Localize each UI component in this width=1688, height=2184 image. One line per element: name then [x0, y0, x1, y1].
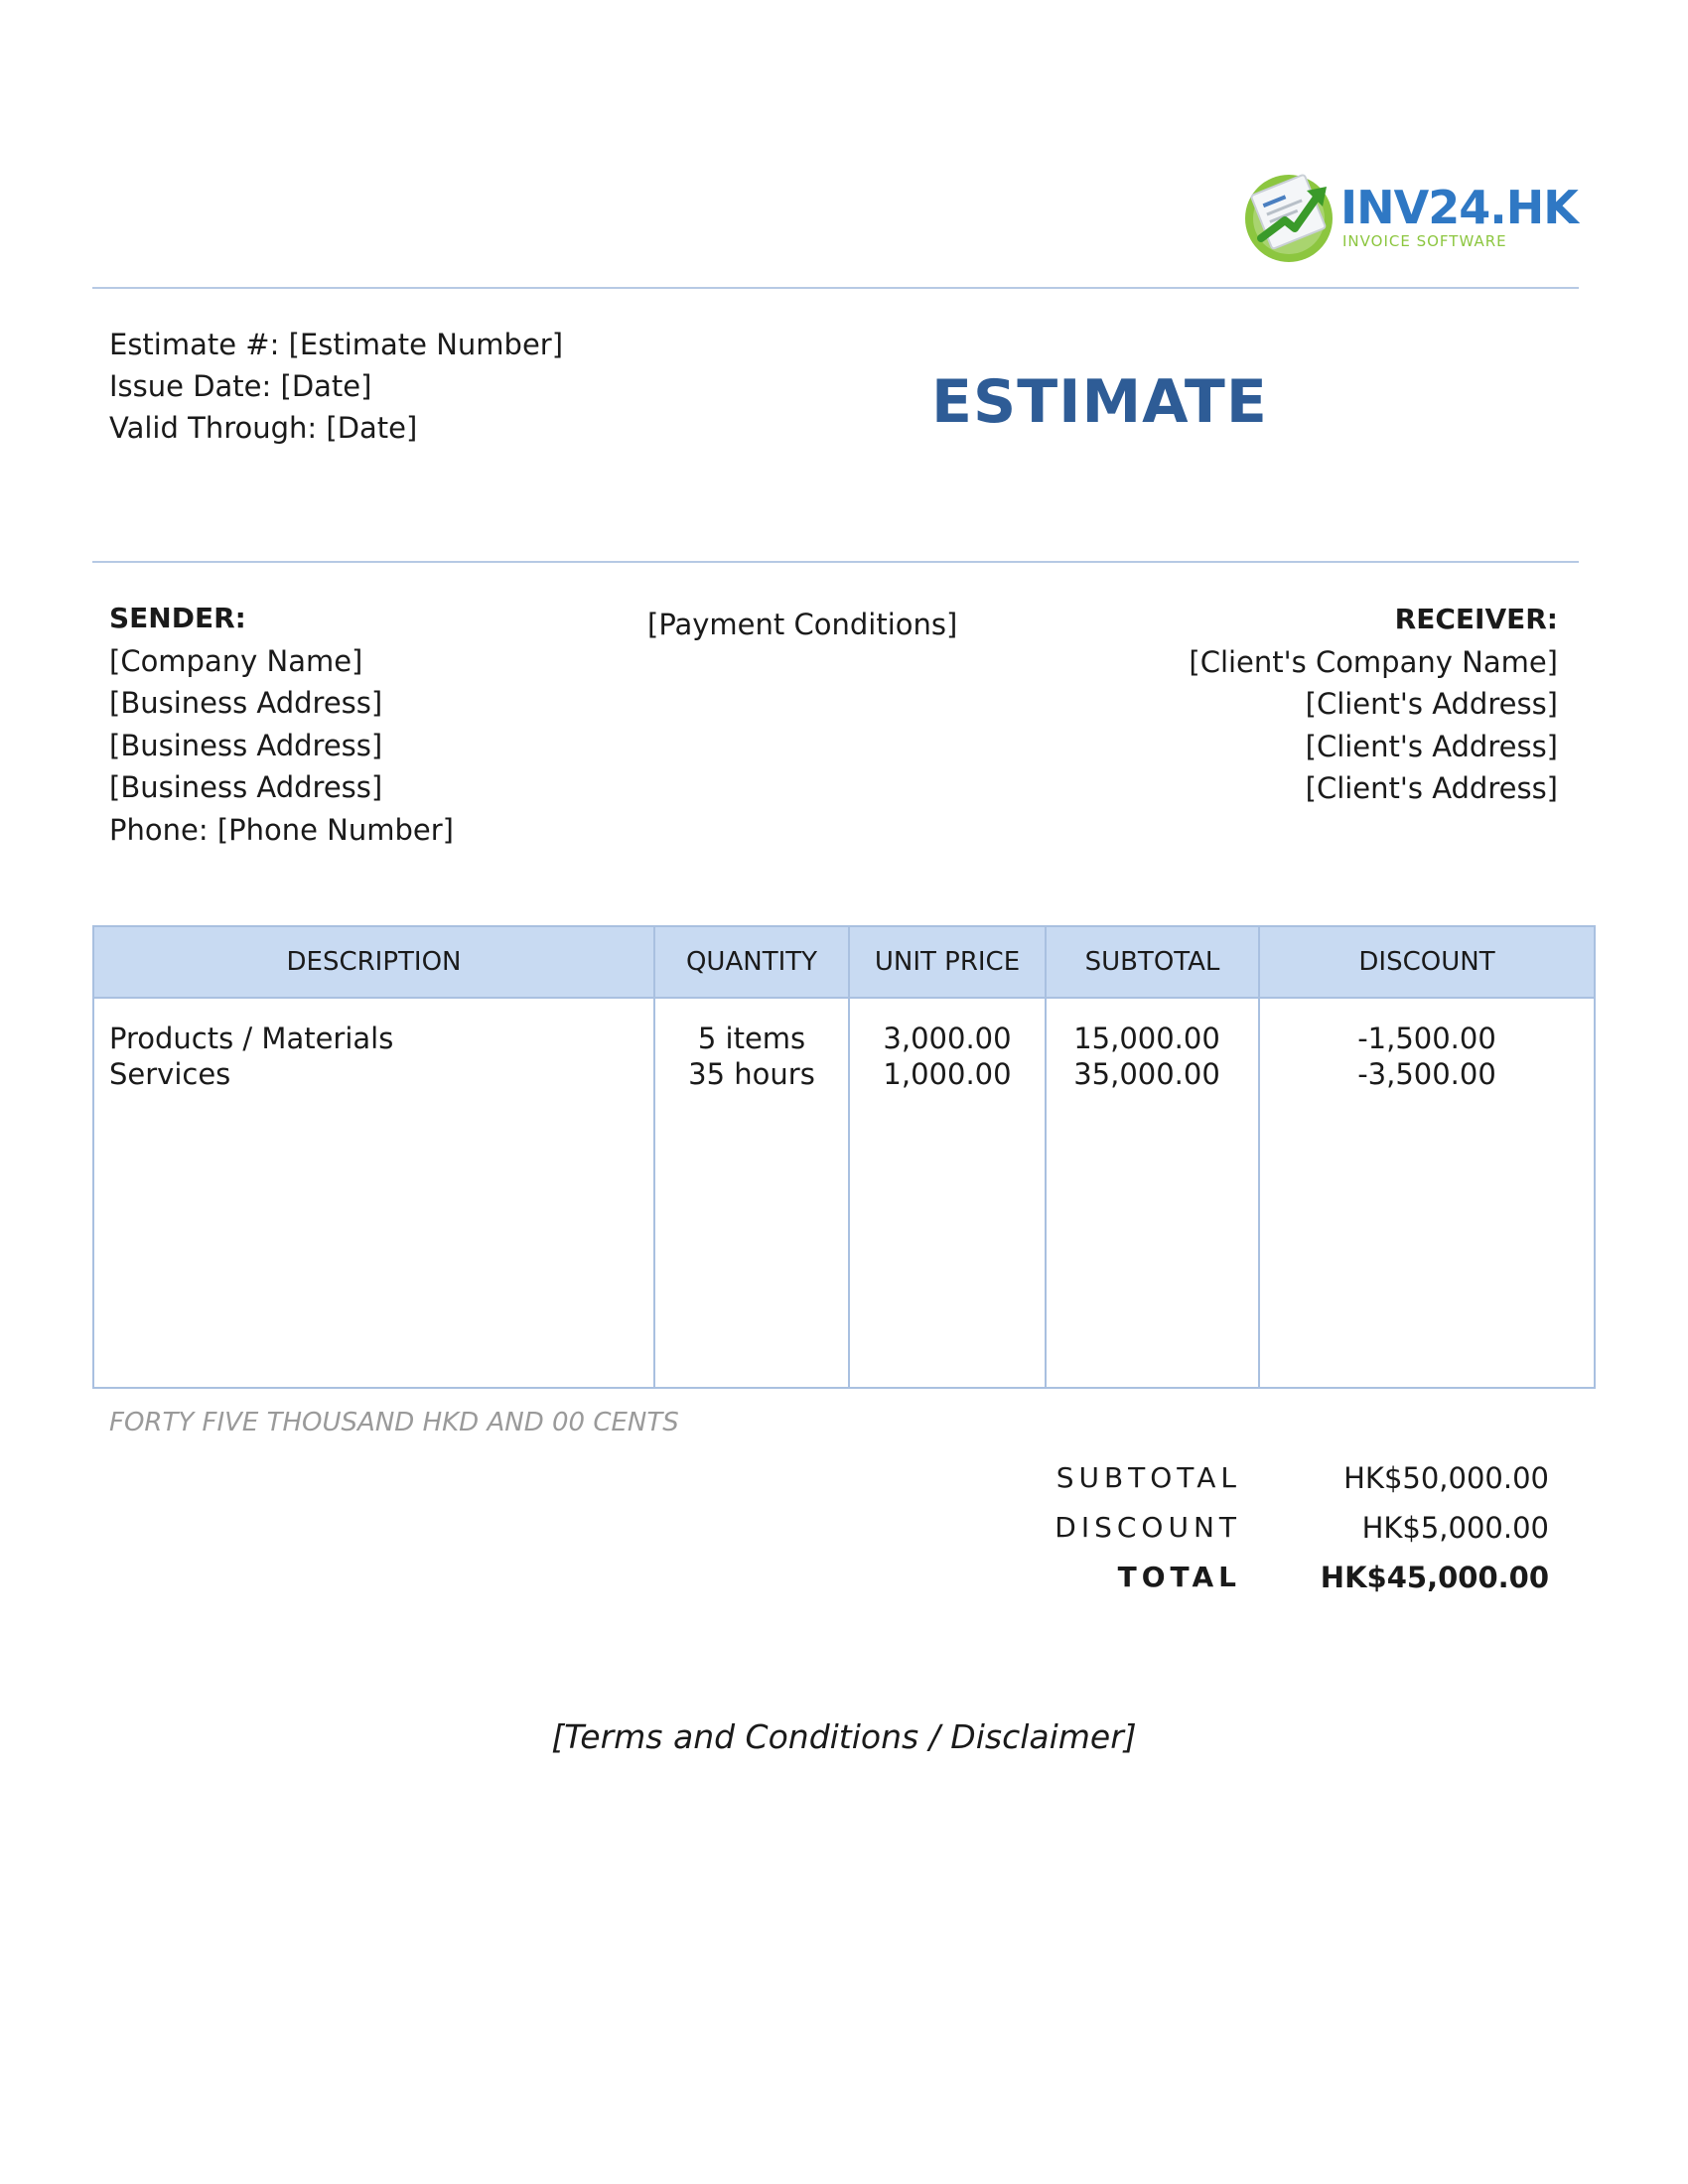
row-2-discount: -3,500.00	[1357, 1057, 1496, 1091]
logo-name: INV24.HK	[1340, 181, 1578, 234]
row-1-discount: -1,500.00	[1357, 1022, 1496, 1055]
receiver-address-2: [Client's Address]	[1305, 729, 1558, 763]
sender-block	[109, 598, 454, 851]
sender-address-3: [Business Address]	[109, 770, 383, 804]
top-divider	[92, 287, 1579, 289]
line-items-table	[92, 925, 1596, 1389]
row-1-subtotal: 15,000.00	[1073, 1022, 1220, 1055]
middle-divider	[92, 561, 1579, 563]
estimate-number: Estimate #: [Estimate Number]	[109, 328, 564, 361]
discount-label: DISCOUNT	[1055, 1511, 1241, 1544]
document-title: ESTIMATE	[931, 367, 1268, 437]
unit-price-cell	[849, 998, 1046, 1388]
terms-and-conditions: [Terms and Conditions / Disclaimer]	[551, 1717, 1137, 1756]
receiver-address-3: [Client's Address]	[1305, 771, 1558, 805]
subtotal-cell	[1046, 998, 1259, 1388]
logo-icon	[1241, 161, 1340, 268]
estimate-meta	[109, 324, 563, 449]
sender-address-1: [Business Address]	[109, 686, 383, 720]
sender-address-2: [Business Address]	[109, 728, 383, 762]
receiver-address-1: [Client's Address]	[1305, 687, 1558, 721]
amount-in-words: FORTY FIVE THOUSAND HKD AND 00 CENTS	[109, 1408, 679, 1437]
receiver-block	[1189, 599, 1558, 810]
sender-company: [Company Name]	[109, 643, 363, 678]
receiver-company: [Client's Company Name]	[1189, 644, 1558, 679]
valid-through: Valid Through: [Date]	[109, 411, 418, 445]
discount-row	[993, 1511, 1549, 1561]
table-body-row	[93, 998, 1595, 1388]
company-logo	[1241, 161, 1578, 268]
totals-block	[993, 1461, 1549, 1610]
quantity-cell	[654, 998, 849, 1388]
row-2-subtotal: 35,000.00	[1073, 1057, 1220, 1091]
total-label: TOTAL	[1117, 1561, 1241, 1593]
issue-date: Issue Date: [Date]	[109, 369, 372, 403]
row-2-quantity: 35 hours	[688, 1057, 815, 1091]
header-description: DESCRIPTION	[93, 926, 654, 998]
payment-conditions: [Payment Conditions]	[647, 608, 958, 641]
logo-tagline: INVOICE SOFTWARE	[1342, 232, 1507, 250]
sender-phone: Phone: [Phone Number]	[109, 812, 454, 847]
row-2-unit-price: 1,000.00	[883, 1057, 1012, 1091]
header-quantity: QUANTITY	[654, 926, 849, 998]
discount-value: HK$5,000.00	[1361, 1511, 1549, 1545]
header-discount: DISCOUNT	[1259, 926, 1595, 998]
row-1-unit-price: 3,000.00	[883, 1022, 1012, 1055]
total-row	[993, 1561, 1549, 1610]
discount-cell	[1259, 998, 1595, 1388]
header-unit-price: UNIT PRICE	[849, 926, 1046, 998]
header-subtotal: SUBTOTAL	[1046, 926, 1259, 998]
total-value: HK$45,000.00	[1320, 1561, 1549, 1594]
description-cell	[93, 998, 654, 1388]
table-header-row	[93, 926, 1595, 998]
receiver-heading: RECEIVER:	[1394, 603, 1558, 635]
subtotal-row	[993, 1461, 1549, 1511]
row-1-description: Products / Materials	[109, 1022, 394, 1055]
subtotal-value: HK$50,000.00	[1343, 1461, 1549, 1495]
row-1-quantity: 5 items	[697, 1022, 806, 1055]
row-2-description: Services	[109, 1057, 231, 1091]
subtotal-label: SUBTOTAL	[1055, 1461, 1241, 1494]
sender-heading: SENDER:	[109, 602, 246, 634]
